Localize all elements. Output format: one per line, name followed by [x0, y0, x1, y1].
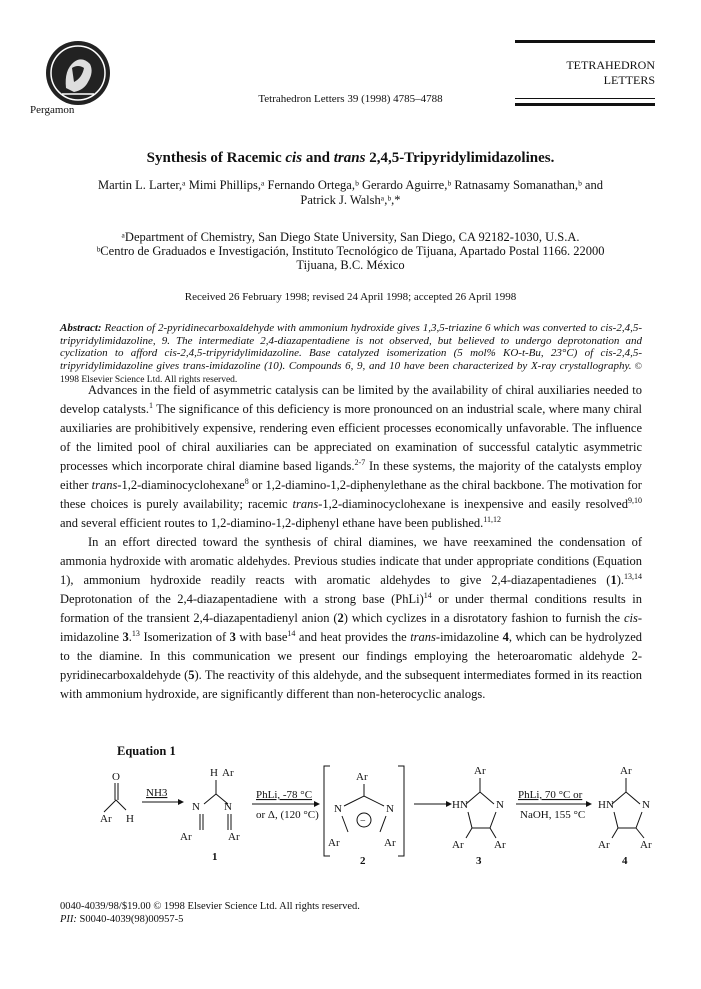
atom-label: N	[224, 801, 232, 813]
atom-label: N	[496, 799, 504, 811]
atom-label: N	[192, 801, 200, 813]
body-paragraph-2: In an effort directed toward the synthesis of chiral diamines, we have reexamined the condensation of ammonia hydroxide with aromatic aldehydes. Previous studies indicate that under appropriate conditions (Equation 1), ammonium hydroxide readily reacts with aromatic aldehydes to give 2,4-diazapentadienes (1).$^{13,14}$ Deprotonation of the 2,4-diazapentadiene with a strong base (PhLi)$^{14}$ or under thermal conditions results in formation of the transient 2,4-diazapentadienyl anion (2) which cyclizes in a disrotatory fashion to furnish the cis-imidazoline 3.13 Isomerization of 3 with base$^{14}$ and heat provides the trans-imidazoline 4, which can be hydrolyzed to the diamine. In this communication we present our findings employing the heteroaromatic aldehyde 2-pyridinecarboxaldehyde (5). The reactivity of this aldehyde, and the subsequent intermediates formed in its reaction with ammonium hydroxide, are significantly different than non-heterocyclic analogs.	[60, 535, 643, 701]
atom-label: Ar	[180, 831, 192, 843]
atom-label: Ar	[640, 839, 652, 851]
atom-label: Ar	[356, 771, 368, 783]
cis-imidazoline-structure	[452, 765, 506, 867]
received-dates: Received 26 February 1998; revised 24 April 1998; accepted 26 April 1998	[184, 291, 517, 303]
author-line-2: Patrick J. Walshᵃ,ᵇ,*	[300, 193, 401, 207]
atom-label: O	[112, 771, 120, 783]
compound-number: 1	[212, 851, 218, 863]
reaction-scheme	[100, 760, 670, 870]
atom-label: N	[642, 799, 650, 811]
journal-name	[566, 58, 655, 88]
atom-label: N	[386, 803, 394, 815]
atom-label: Ar	[598, 839, 610, 851]
atom-label: Ar	[452, 839, 464, 851]
diazapentadienyl-anion-structure	[324, 766, 404, 867]
atom-label: Ar	[222, 767, 234, 779]
atom-label: Ar	[228, 831, 240, 843]
reference-marker: 9,10	[627, 495, 642, 505]
diazapentadiene-structure	[180, 767, 240, 863]
journal-name-line1: TETRAHEDRON	[566, 58, 655, 72]
reagent-label: NaOH, 155 °C	[520, 809, 586, 821]
journal-name-line2: LETTERS	[603, 73, 655, 87]
atom-label: Ar	[620, 765, 632, 777]
reagent-label: PhLi, -78 °C	[256, 789, 313, 801]
article-title: Synthesis of Racemic cis and trans 2,4,5-Tripyridylimidazolines.	[146, 150, 555, 166]
reference-marker: 13	[131, 628, 140, 638]
reagent-label: or Δ, (120 °C)	[256, 809, 319, 821]
article-body	[60, 381, 642, 704]
atom-label: Ar	[100, 813, 112, 825]
compound-number: 4	[622, 855, 628, 867]
reagent-label: NH3	[146, 787, 168, 799]
atom-label: Ar	[474, 765, 486, 777]
reference-marker: 13,14	[624, 571, 642, 581]
atom-label: Ar	[328, 837, 340, 849]
header-rule-top	[515, 40, 655, 43]
equation-label: Equation 1	[117, 744, 176, 758]
footer-copyright: 0040-4039/98/$19.00 © 1998 Elsevier Science Ltd. All rights reserved.	[60, 901, 360, 912]
compound-number: 3	[476, 855, 482, 867]
reagent-label: PhLi, 70 °C or	[518, 789, 583, 801]
atom-label: Ar	[384, 837, 396, 849]
atom-label: H	[210, 767, 218, 779]
reference-marker: 14	[423, 590, 432, 600]
abstract-text: Reaction of 2-pyridinecarboxaldehyde with ammonium hydroxide gives 1,3,5-triazine 6 which was converted to cis-2,4,5-tripyridylimidazoline, 9. The intermediate 2,4-diazapentadiene is not observed, but believed to undergo deprotonation and cyclization to afford cis-2,4,5-tripyridylimidazoline. Base catalyzed isomerization (5 mol% KO-t-Bu, 23°C) of cis-2,4,5-tripyridylimidazoline gives trans-imidazoline (10). Compounds 6, 9, and 10 have been characterized by X-ray crystallography.	[60, 322, 642, 372]
aldehyde-structure	[100, 771, 134, 825]
reference-marker: 11,12	[483, 514, 501, 524]
author-list	[80, 178, 621, 208]
affiliation-b-city: Tijuana, B.C. México	[296, 258, 405, 272]
author-line-1: Martin L. Larter,ᵃ Mimi Phillips,ᵃ Fernando Ortega,ᵇ Gerardo Aguirre,ᵇ Ratnasamy Somanathan,ᵇ and	[98, 178, 603, 192]
publisher-name: Pergamon	[30, 104, 75, 116]
atom-label: N	[334, 803, 342, 815]
reference-marker: 1	[149, 400, 154, 410]
atom-label: HN	[598, 799, 614, 811]
trans-imidazoline-structure	[598, 765, 652, 867]
footer-pii: PII: S0040-4039(98)00957-5	[60, 914, 184, 925]
atom-label: HN	[452, 799, 468, 811]
reference-marker: 14	[287, 628, 296, 638]
reference-marker: 8	[244, 476, 249, 486]
body-paragraph-1: Advances in the field of asymmetric catalysis can be limited by the availability of chiral auxiliaries needed to develop catalysts.$^1$ The significance of this deficiency is more pronounced on an industrial scale, where many chiral auxiliaries are prohibitively expensive, rendering even efficient processes economically unfavorable. The influence of the limited pool of chiral auxiliaries can be appreciated on examination of successful catalytic asymmetric processes which incorporate chiral diamine based ligands.$^{2-7}$ In these systems, the majority of the catalysts employ either trans-1,2-diaminocyclohexane$^8$ or 1,2-diamino-1,2-diphenylethane as the chiral backbone. The motivation for these choices is purely availability; racemic trans-1,2-diaminocyclohexane is inexpensive and easily resolved$^{9,10}$ and several efficient routes to 1,2-diamino-1,2-diphenyl ethane have been published.$^{11,12}$	[60, 383, 643, 530]
atom-label: Ar	[494, 839, 506, 851]
header-rule-mid	[515, 98, 655, 99]
abstract-copyright: © 1998 Elsevier Science Ltd. All rights reserved.	[60, 361, 643, 385]
reference-marker: 2-7	[354, 457, 366, 467]
affiliation-b: ᵇCentro de Graduados e Investigación, Instituto Tecnológico de Tijuana, Apartado Postal 1166. 22000	[96, 244, 605, 258]
svg-text:−: −	[360, 816, 366, 827]
journal-citation: Tetrahedron Letters 39 (1998) 4785–4788	[258, 93, 443, 105]
atom-label: H	[126, 813, 134, 825]
abstract	[60, 322, 642, 387]
affiliations	[60, 230, 641, 272]
affiliation-a: ᵃDepartment of Chemistry, San Diego State University, San Diego, CA 92182-1030, U.S.A.	[121, 230, 580, 244]
footer	[60, 900, 360, 926]
header-rule-bottom	[515, 103, 655, 106]
compound-number: 2	[360, 855, 366, 867]
abstract-label: Abstract:	[60, 322, 102, 334]
